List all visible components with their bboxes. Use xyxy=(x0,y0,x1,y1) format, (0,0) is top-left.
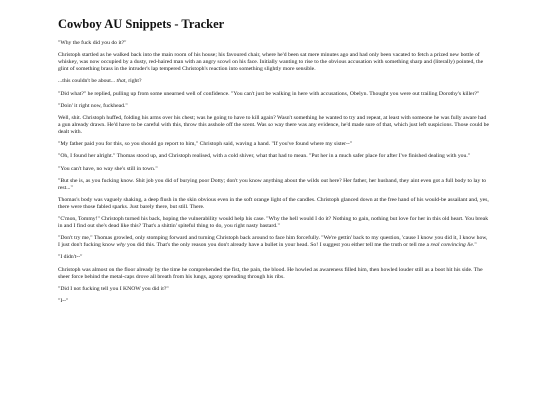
story-paragraph xyxy=(58,267,490,281)
paragraph-text: "Did what?" he replied, pulling up from some unearned well of confidence. "You can't just be walking in here with accusations, Obelyn. Thought you were out trailing Dorothy's killer?" xyxy=(58,90,480,97)
story-paragraph xyxy=(58,115,490,136)
story-paragraph xyxy=(58,298,490,305)
paragraph-text: way there was any evidence, he'd made sure of that, which just left suspicions. Those could be dealt with. xyxy=(58,121,490,135)
story-paragraph xyxy=(58,52,490,73)
emphasis-text: so xyxy=(267,121,274,128)
story-paragraph xyxy=(58,78,490,85)
paragraph-text: ." xyxy=(472,242,477,249)
story-paragraph xyxy=(58,141,490,148)
paragraph-text: Christoph startled as he walked back into the main room of his house; his favoured chair, where he'd been sat mere minutes ago and had only been vacated to fetch a prized new bottle of whiskey, was now occupied by a dusty, red-haired man with an angry scowl on his face. Initially wanting to rise to the obvious accusation with something sharp and (literally) pointed, the glint of something brass in the intruder's lap tempered Christoph's reaction into something slightly more sensible. xyxy=(58,52,484,73)
emphasis-text: why xyxy=(116,242,126,249)
paragraph-text: "I didn't--" xyxy=(58,254,83,261)
document-title: Cowboy AU Snippets - Tracker xyxy=(58,17,225,31)
paragraph-text: "My father paid you for this, so you should go report to him," Christoph said, waving a hand. "If you've found where my sister--" xyxy=(58,141,353,148)
paragraph-text: Christoph was almost on the floor already by the time he comprehended the fist, the pain, the blood. He howled as awareness filled him, then howled louder still as a boot hit his side. The sheer force behind the metal-caps drove all breath from his lungs, agony spreading through his ribs. xyxy=(58,266,483,280)
story-paragraph xyxy=(58,40,490,47)
document-page xyxy=(58,17,490,305)
story-paragraph xyxy=(58,235,490,249)
paragraph-text: Well, shit. Christoph huffed, folding his arms over his chest; was he going to have to kill again? Wasn't something he wanted to try and repeat, at least with someone he was fully aware had a gun already drawn. He'd have to be careful with this, throw this asshole off the scent. Was xyxy=(58,114,487,128)
paragraph-text: "You can't have, no way she's still in town." xyxy=(58,165,158,172)
story-paragraph xyxy=(58,216,490,230)
story-paragraph xyxy=(58,166,490,173)
story-paragraph xyxy=(58,286,490,293)
story-paragraph xyxy=(58,254,490,261)
paragraph-text: "Oh, I found her alright." Thomas stood up, and Christoph realised, with a cold shiver, what that had to mean. "Put her in a much safer place for after I've finished dealing with you." xyxy=(58,153,471,160)
paragraph-text: "I--" xyxy=(58,298,69,304)
emphasis-text: real convincing lie xyxy=(430,242,473,249)
story-paragraph xyxy=(58,197,490,211)
paragraph-text: Thomas's body was vaguely shaking, a deep flush in the skin obvious even in the soft orange light of the candles. Christoph glanced down at the free hand of his would-be assailant and, yes, there were those fabled sparks. Just barely there, but still. There. xyxy=(58,196,489,210)
story-paragraph xyxy=(58,178,490,192)
paragraph-text: , right? xyxy=(125,78,142,85)
paragraph-text: "C'mon, Tommy!" Christoph turned his back, hoping the vulnerability would help his case. "Why the hell would I do it? Nothing to gain, nothing but love for her in this old heart. You break in and I find out she's dead like this? That's a shittin' spiteful thing to do, you right nasty bastard." xyxy=(58,216,489,230)
story-paragraph xyxy=(58,153,490,160)
paragraph-text: "But she is, as you fucking know. Shit job you did of burying poor Dotty; don't you know anything about the wilds out here? Her father, her husband, they aint even got a full body to lay to rest..." xyxy=(58,177,487,191)
emphasis-text: that xyxy=(116,78,126,85)
story-paragraph xyxy=(58,103,490,110)
paragraph-text: "Why the fuck did you do it?" xyxy=(58,40,127,46)
paragraph-text: "Doin' it right now, fuckhead." xyxy=(58,102,128,109)
story-body xyxy=(58,40,490,305)
paragraph-text: "Did I not fucking tell you I KNOW you did it?" xyxy=(58,285,169,292)
paragraph-text: you did this. That's the only reason you don't already have a bullet in your head. So! I suggest you either tell me the truth or tell me a xyxy=(125,242,431,249)
story-paragraph xyxy=(58,91,490,98)
paragraph-text: ...this couldn't be about... xyxy=(58,78,117,85)
paragraph-text: "Don't try me," Thomas growled, only stomping forward and turning Christoph back around to face him forcefully. "We're gettin' back to my question, 'cause I know you did it, I know how, I just don't fucking know xyxy=(58,235,488,249)
